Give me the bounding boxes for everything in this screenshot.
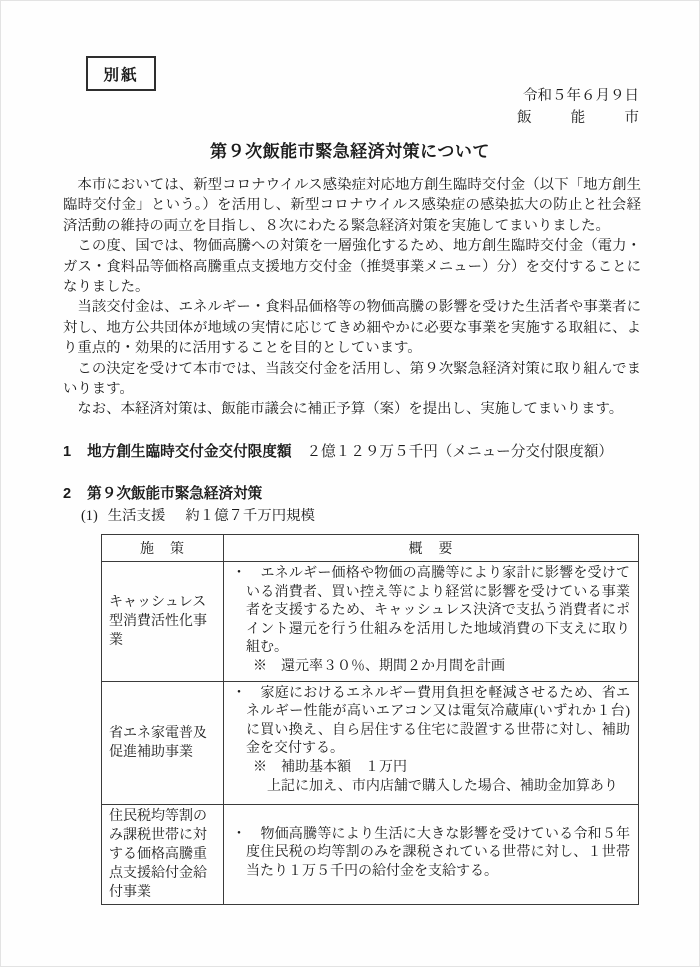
table-row bbox=[102, 804, 639, 904]
issuer-name bbox=[517, 107, 639, 129]
table-header-policy: 施 策 bbox=[102, 535, 224, 562]
table-header-row bbox=[102, 535, 639, 562]
section-2-heading: 第９次飯能市緊急経済対策 bbox=[87, 486, 263, 502]
section-1-amount: ２億１２９万５千円（メニュー分交付限度額） bbox=[306, 444, 613, 460]
table-row bbox=[102, 562, 639, 682]
issuer-char: 飯 bbox=[517, 110, 532, 126]
section-2-sub-item bbox=[81, 504, 315, 525]
policy-summary bbox=[224, 562, 639, 682]
summary-bullet: ・ エネルギー価格や物価の高騰等により家計に影響を受けている消費者、買い控え等により経営に影響を受けている事業者を支援するため、キャッシュレス決済で支払う消費者にポイント還元を行う仕組みを活用した地域消費の下支えに取り組む。 bbox=[232, 566, 630, 656]
section-2-number: 2 bbox=[63, 486, 72, 502]
document-title: 第９次飯能市緊急経済対策について bbox=[210, 142, 490, 161]
sub-item-label: 生活支援 bbox=[107, 508, 166, 524]
policy-name: キャッシュレス型消費活性化事業 bbox=[102, 562, 224, 682]
section-1-number: 1 bbox=[63, 444, 72, 460]
summary-note: ※ 補助基本額 １万円 bbox=[253, 759, 407, 775]
body-paragraph: なお、本経済対策は、飯能市議会に補正予算（案）を提出し、実施してまいります。 bbox=[77, 401, 624, 418]
sub-item-number: (1) bbox=[81, 508, 98, 524]
policy-table bbox=[101, 534, 639, 905]
summary-note-continuation: 上記に加え、市内店舗で購入した場合、補助金加算あり bbox=[267, 778, 618, 794]
policy-summary bbox=[224, 681, 639, 804]
attachment-label-box bbox=[86, 56, 156, 91]
body-paragraph: 本市においては、新型コロナウイルス感染症対応地方創生臨時交付金（以下「地方創生臨時交付金」という。）を活用し、新型コロナウイルス感染症の感染拡大の防止と社会経済活動の維持の両立を目指し、８次にわたる緊急経済対策を実施してまいりました。 bbox=[63, 177, 641, 234]
table-header-summary: 概 要 bbox=[224, 535, 639, 562]
section-1 bbox=[63, 440, 613, 461]
document-date: 令和５年６月９日 bbox=[523, 88, 639, 104]
document-header-right bbox=[517, 85, 639, 129]
issuer-char: 市 bbox=[624, 110, 639, 126]
document-body bbox=[63, 175, 641, 420]
sub-item-scale: 約１億７千万円規模 bbox=[185, 508, 315, 524]
body-paragraph: この決定を受けて本市では、当該交付金を活用し、第９次緊急経済対策に取り組んでまいります。 bbox=[63, 360, 641, 398]
summary-note: ※ 還元率３０％、期間２か月間を計画 bbox=[253, 658, 505, 674]
policy-name: 省エネ家電普及促進補助事業 bbox=[102, 681, 224, 804]
body-paragraph: この度、国では、物価高騰への対策を一層強化するため、地方創生臨時交付金（電力・ガス・食料品等価格高騰重点支援地方交付金（推奨事業メニュー）分）を交付することになりました。 bbox=[63, 238, 641, 296]
policy-summary bbox=[224, 804, 639, 904]
policy-name: 住民税均等割のみ課税世帯に対する価格高騰重点支援給付金給付事業 bbox=[102, 804, 224, 904]
section-2 bbox=[63, 482, 262, 503]
attachment-label: 別紙 bbox=[103, 66, 139, 84]
summary-bullet: ・ 家庭におけるエネルギー費用負担を軽減させるため、省エネルギー性能が高いエアコン又は電気冷蔵庫(いずれか１台)に買い換え、自ら居住する住宅に設置する世帯に対し、補助金を交付する。 bbox=[232, 685, 630, 757]
table-row bbox=[102, 681, 639, 804]
body-paragraph: 当該交付金は、エネルギー・食料品価格等の物価高騰の影響を受けた生活者や事業者に対し、地方公共団体が地域の実情に応じてきめ細やかに必要な事業を実施する取組に、より重点的・効果的に活用することを目的としています。 bbox=[63, 299, 641, 357]
issuer-char: 能 bbox=[570, 110, 586, 126]
section-1-heading: 地方創生臨時交付金交付限度額 bbox=[87, 444, 292, 460]
summary-bullet: ・ 物価高騰等により生活に大きな影響を受けている令和５年度住民税の均等割のみを課税されている世帯に対し、１世帯当たり１万５千円の給付金を支給する。 bbox=[232, 826, 630, 879]
